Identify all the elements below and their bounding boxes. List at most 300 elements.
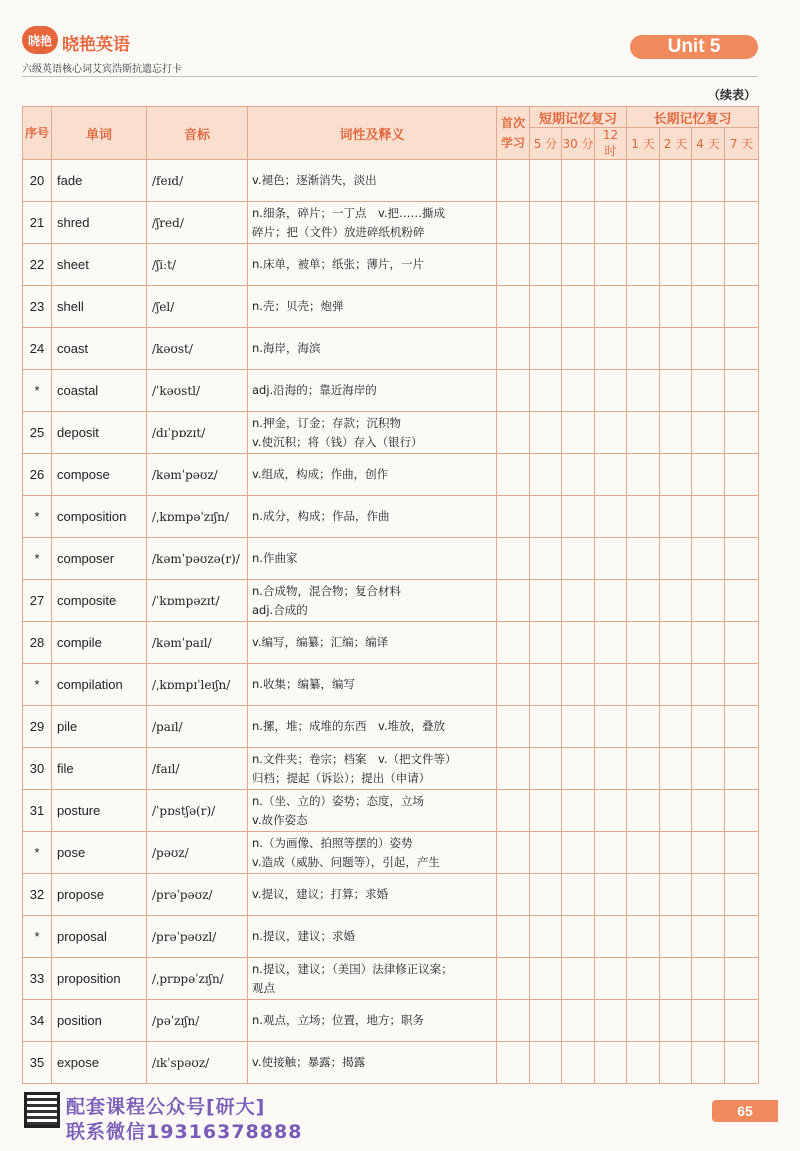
checkin-cell[interactable] [725, 580, 759, 622]
checkin-cell[interactable] [660, 202, 692, 244]
word-cell: posture [52, 790, 147, 832]
table-row [23, 874, 759, 916]
header-no: 序号 [23, 107, 52, 160]
table-row [23, 454, 759, 496]
row-number: 27 [23, 580, 52, 622]
checkin-cell[interactable] [660, 496, 692, 538]
header-long-col: 4 天 [692, 128, 725, 160]
word-cell: compilation [52, 664, 147, 706]
checkin-cell[interactable] [692, 244, 725, 286]
definition-cell [248, 1000, 497, 1042]
definition-line: n.提议，建议；（美国）法律修正议案； [252, 961, 453, 976]
checkin-cell[interactable] [692, 790, 725, 832]
checkin-cell[interactable] [497, 496, 530, 538]
checkin-cell[interactable] [692, 916, 725, 958]
table-row [23, 1042, 759, 1084]
phonetic-cell: /ˌprɒpəˈzɪʃn/ [147, 958, 248, 1000]
definition-cell [248, 454, 497, 496]
phonetic-cell: /ˈkɒmpəzɪt/ [147, 580, 248, 622]
checkin-cell[interactable] [725, 1042, 759, 1084]
checkin-cell[interactable] [530, 706, 562, 748]
word-cell: pile [52, 706, 147, 748]
definition-line: n.收集；编纂，编写 [252, 677, 355, 691]
checkin-cell[interactable] [595, 958, 627, 1000]
phonetic-cell: /prəˈpəʊzl/ [147, 916, 248, 958]
checkin-cell[interactable] [725, 874, 759, 916]
definition-cell [248, 244, 497, 286]
phonetic-cell: /ʃel/ [147, 286, 248, 328]
checkin-cell[interactable] [562, 790, 595, 832]
checkin-cell[interactable] [725, 538, 759, 580]
checkin-cell[interactable] [725, 244, 759, 286]
checkin-cell[interactable] [627, 328, 660, 370]
checkin-cell[interactable] [530, 244, 562, 286]
definition-line: adj.合成的 [252, 602, 308, 617]
checkin-cell[interactable] [497, 832, 530, 874]
checkin-cell[interactable] [562, 832, 595, 874]
definition-line: n.细条，碎片；一丁点 v.把……撕成 [252, 205, 446, 220]
table-row [23, 832, 759, 874]
checkin-cell[interactable] [497, 874, 530, 916]
checkin-cell[interactable] [562, 664, 595, 706]
word-cell: sheet [52, 244, 147, 286]
checkin-cell[interactable] [660, 454, 692, 496]
definition-line: n.成分，构成；作品，作曲 [252, 509, 390, 523]
checkin-cell[interactable] [692, 412, 725, 454]
checkin-cell[interactable] [595, 538, 627, 580]
table-row [23, 580, 759, 622]
row-number: * [23, 370, 52, 412]
checkin-cell[interactable] [692, 1042, 725, 1084]
definition-line: v.编写，编纂；汇编；编译 [252, 635, 389, 649]
checkin-cell[interactable] [627, 958, 660, 1000]
checkin-cell[interactable] [562, 160, 595, 202]
checkin-cell[interactable] [725, 160, 759, 202]
checkin-cell[interactable] [530, 748, 562, 790]
checkin-cell[interactable] [497, 202, 530, 244]
table-row [23, 496, 759, 538]
checkin-cell[interactable] [562, 874, 595, 916]
checkin-cell[interactable] [692, 874, 725, 916]
checkin-cell[interactable] [692, 706, 725, 748]
checkin-cell[interactable] [660, 1042, 692, 1084]
checkin-cell[interactable] [530, 832, 562, 874]
checkin-cell[interactable] [692, 538, 725, 580]
row-number: 20 [23, 160, 52, 202]
checkin-cell[interactable] [725, 1000, 759, 1042]
checkin-cell[interactable] [595, 580, 627, 622]
table-row [23, 790, 759, 832]
checkin-cell[interactable] [530, 202, 562, 244]
unit-badge: Unit 5 [630, 35, 758, 59]
definition-cell [248, 706, 497, 748]
checkin-cell[interactable] [530, 916, 562, 958]
definition-line: adj.沿海的；靠近海岸的 [252, 383, 377, 397]
table-row [23, 622, 759, 664]
definition-cell [248, 874, 497, 916]
checkin-cell[interactable] [497, 790, 530, 832]
checkin-cell[interactable] [660, 790, 692, 832]
checkin-cell[interactable] [660, 244, 692, 286]
checkin-cell[interactable] [692, 454, 725, 496]
checkin-cell[interactable] [595, 748, 627, 790]
word-cell: shell [52, 286, 147, 328]
checkin-cell[interactable] [660, 874, 692, 916]
brand-name: 晓艳英语 [62, 35, 130, 55]
definition-line: v.组成，构成；作曲，创作 [252, 467, 389, 481]
header-divider [22, 76, 758, 77]
checkin-cell[interactable] [497, 538, 530, 580]
table-row [23, 328, 759, 370]
checkin-cell[interactable] [627, 244, 660, 286]
checkin-cell[interactable] [530, 580, 562, 622]
table-row [23, 958, 759, 1000]
checkin-cell[interactable] [692, 202, 725, 244]
definition-cell [248, 958, 497, 1000]
phonetic-cell: /prəˈpəʊz/ [147, 874, 248, 916]
definition-cell [248, 286, 497, 328]
footer-contact-line: 联系微信19316378888 [66, 1121, 303, 1143]
header-long-col: 7 天 [725, 128, 759, 160]
checkin-cell[interactable] [725, 370, 759, 412]
checkin-cell[interactable] [497, 160, 530, 202]
definition-line: n.床单，被单；纸张；薄片，一片 [252, 257, 424, 271]
checkin-cell[interactable] [627, 496, 660, 538]
checkin-cell[interactable] [725, 286, 759, 328]
checkin-cell[interactable] [595, 370, 627, 412]
checkin-cell[interactable] [497, 706, 530, 748]
checkin-cell[interactable] [627, 370, 660, 412]
definition-cell [248, 328, 497, 370]
checkin-cell[interactable] [595, 160, 627, 202]
checkin-cell[interactable] [692, 832, 725, 874]
checkin-cell[interactable] [562, 496, 595, 538]
definition-line: n.海岸，海滨 [252, 341, 321, 355]
checkin-cell[interactable] [530, 454, 562, 496]
continued-label: （续表） [708, 88, 757, 102]
checkin-cell[interactable] [725, 412, 759, 454]
phonetic-cell: /kəmˈpəʊzə(r)/ [147, 538, 248, 580]
checkin-cell[interactable] [692, 580, 725, 622]
definition-line: 观点 [252, 980, 275, 995]
checkin-cell[interactable] [497, 622, 530, 664]
checkin-cell[interactable] [692, 370, 725, 412]
brand-logo: 晓艳 [22, 26, 58, 54]
checkin-cell[interactable] [530, 496, 562, 538]
word-cell: coast [52, 328, 147, 370]
checkin-cell[interactable] [725, 748, 759, 790]
phonetic-cell: /ɪkˈspəʊz/ [147, 1042, 248, 1084]
checkin-cell[interactable] [562, 454, 595, 496]
checkin-cell[interactable] [497, 286, 530, 328]
definition-line: 归档；提起（诉讼）；提出（申请） [252, 770, 431, 785]
definition-line: n.壳；贝壳；炮弹 [252, 299, 344, 313]
checkin-cell[interactable] [595, 202, 627, 244]
checkin-cell[interactable] [627, 622, 660, 664]
checkin-cell[interactable] [660, 664, 692, 706]
checkin-cell[interactable] [595, 916, 627, 958]
checkin-cell[interactable] [692, 622, 725, 664]
footer-promo-line: 配套课程公众号[研大] [66, 1096, 266, 1118]
checkin-cell[interactable] [660, 286, 692, 328]
checkin-cell[interactable] [627, 874, 660, 916]
definition-cell [248, 748, 497, 790]
checkin-cell[interactable] [497, 580, 530, 622]
header-word: 单词 [52, 107, 147, 160]
book-subtitle: 六级英语核心词艾宾浩斯抗遗忘打卡 [22, 64, 182, 75]
checkin-cell[interactable] [595, 244, 627, 286]
checkin-cell[interactable] [562, 1042, 595, 1084]
checkin-cell[interactable] [595, 832, 627, 874]
table-row [23, 286, 759, 328]
checkin-cell[interactable] [627, 1042, 660, 1084]
definition-cell [248, 202, 497, 244]
header-long-col: 2 天 [660, 128, 692, 160]
checkin-cell[interactable] [530, 790, 562, 832]
checkin-cell[interactable] [627, 1000, 660, 1042]
checkin-cell[interactable] [627, 790, 660, 832]
phonetic-cell: /ˌkɒmpɪˈleɪʃn/ [147, 664, 248, 706]
row-number: 30 [23, 748, 52, 790]
page-number: 65 [712, 1100, 778, 1122]
checkin-cell[interactable] [725, 664, 759, 706]
definition-line: v.褪色；逐渐消失，淡出 [252, 173, 377, 187]
checkin-cell[interactable] [562, 244, 595, 286]
phonetic-cell: /ˈkəʊstl/ [147, 370, 248, 412]
checkin-cell[interactable] [562, 538, 595, 580]
word-cell: position [52, 1000, 147, 1042]
checkin-cell[interactable] [660, 328, 692, 370]
checkin-cell[interactable] [692, 328, 725, 370]
word-cell: propose [52, 874, 147, 916]
phonetic-cell: /dɪˈpɒzɪt/ [147, 412, 248, 454]
checkin-cell[interactable] [627, 706, 660, 748]
row-number: * [23, 496, 52, 538]
checkin-cell[interactable] [627, 832, 660, 874]
checkin-cell[interactable] [595, 412, 627, 454]
checkin-cell[interactable] [660, 832, 692, 874]
row-number: 31 [23, 790, 52, 832]
checkin-cell[interactable] [530, 958, 562, 1000]
definition-cell [248, 538, 497, 580]
checkin-cell[interactable] [692, 664, 725, 706]
checkin-cell[interactable] [660, 370, 692, 412]
checkin-cell[interactable] [595, 454, 627, 496]
definition-cell [248, 916, 497, 958]
header-long-col: 1 天 [627, 128, 660, 160]
checkin-cell[interactable] [530, 412, 562, 454]
phonetic-cell: /kəʊst/ [147, 328, 248, 370]
checkin-cell[interactable] [497, 244, 530, 286]
checkin-cell[interactable] [595, 706, 627, 748]
checkin-cell[interactable] [660, 622, 692, 664]
checkin-cell[interactable] [530, 328, 562, 370]
checkin-cell[interactable] [530, 664, 562, 706]
checkin-cell[interactable] [627, 202, 660, 244]
checkin-cell[interactable] [595, 1000, 627, 1042]
checkin-cell[interactable] [497, 328, 530, 370]
checkin-cell[interactable] [530, 622, 562, 664]
checkin-cell[interactable] [497, 748, 530, 790]
checkin-cell[interactable] [627, 412, 660, 454]
header-short-col: 12 时 [595, 128, 627, 160]
row-number: * [23, 664, 52, 706]
checkin-cell[interactable] [725, 916, 759, 958]
checkin-cell[interactable] [725, 454, 759, 496]
table-row [23, 916, 759, 958]
checkin-cell[interactable] [692, 160, 725, 202]
checkin-cell[interactable] [627, 538, 660, 580]
checkin-cell[interactable] [660, 160, 692, 202]
checkin-cell[interactable] [562, 622, 595, 664]
definition-line: v.故作姿态 [252, 812, 308, 827]
word-cell: deposit [52, 412, 147, 454]
checkin-cell[interactable] [725, 958, 759, 1000]
row-number: 33 [23, 958, 52, 1000]
checkin-cell[interactable] [692, 748, 725, 790]
checkin-cell[interactable] [562, 580, 595, 622]
definition-line: n.（坐、立的）姿势；态度，立场 [252, 793, 424, 808]
phonetic-cell: /paɪl/ [147, 706, 248, 748]
checkin-cell[interactable] [595, 286, 627, 328]
word-cell: expose [52, 1042, 147, 1084]
definition-cell [248, 832, 497, 874]
checkin-cell[interactable] [562, 286, 595, 328]
definition-line: n.提议，建议；求婚 [252, 929, 355, 943]
definition-cell [248, 622, 497, 664]
checkin-cell[interactable] [595, 874, 627, 916]
definition-cell [248, 790, 497, 832]
checkin-cell[interactable] [660, 706, 692, 748]
row-number: 25 [23, 412, 52, 454]
phonetic-cell: /kəmˈpaɪl/ [147, 622, 248, 664]
checkin-cell[interactable] [595, 328, 627, 370]
checkin-cell[interactable] [562, 706, 595, 748]
checkin-cell[interactable] [595, 1042, 627, 1084]
checkin-cell[interactable] [627, 160, 660, 202]
definition-line: n.（为画像、拍照等摆的）姿势 [252, 835, 413, 850]
table-row [23, 1000, 759, 1042]
phonetic-cell: /ˌkɒmpəˈzɪʃn/ [147, 496, 248, 538]
checkin-cell[interactable] [497, 916, 530, 958]
table-row [23, 160, 759, 202]
word-cell: proposal [52, 916, 147, 958]
checkin-cell[interactable] [627, 916, 660, 958]
checkin-cell[interactable] [660, 748, 692, 790]
checkin-cell[interactable] [627, 286, 660, 328]
row-number: 24 [23, 328, 52, 370]
phonetic-cell: /ʃiːt/ [147, 244, 248, 286]
checkin-cell[interactable] [530, 286, 562, 328]
table-row [23, 748, 759, 790]
checkin-cell[interactable] [660, 538, 692, 580]
checkin-cell[interactable] [530, 1042, 562, 1084]
checkin-cell[interactable] [627, 580, 660, 622]
checkin-cell[interactable] [497, 370, 530, 412]
checkin-cell[interactable] [562, 412, 595, 454]
word-cell: proposition [52, 958, 147, 1000]
word-cell: shred [52, 202, 147, 244]
checkin-cell[interactable] [530, 160, 562, 202]
checkin-cell[interactable] [660, 958, 692, 1000]
checkin-cell[interactable] [595, 496, 627, 538]
checkin-cell[interactable] [595, 790, 627, 832]
definition-cell [248, 664, 497, 706]
checkin-cell[interactable] [627, 454, 660, 496]
checkin-cell[interactable] [627, 664, 660, 706]
checkin-cell[interactable] [497, 664, 530, 706]
definition-line: n.观点，立场；位置，地方；职务 [252, 1013, 424, 1027]
row-number: 26 [23, 454, 52, 496]
header-definition: 词性及释义 [248, 107, 497, 160]
row-number: 21 [23, 202, 52, 244]
checkin-cell[interactable] [627, 748, 660, 790]
checkin-cell[interactable] [660, 1000, 692, 1042]
checkin-cell[interactable] [497, 958, 530, 1000]
header-short-term: 短期记忆复习 [530, 107, 627, 128]
checkin-cell[interactable] [725, 706, 759, 748]
checkin-cell[interactable] [497, 454, 530, 496]
row-number: 32 [23, 874, 52, 916]
checkin-cell[interactable] [725, 496, 759, 538]
definition-line: v.使沉积；将（钱）存入（银行） [252, 434, 423, 449]
checkin-cell[interactable] [530, 370, 562, 412]
vocabulary-table [22, 106, 759, 1084]
definition-line: v.造成（威胁、问题等），引起，产生 [252, 854, 440, 869]
definition-line: n.押金，订金；存款；沉积物 [252, 415, 401, 430]
checkin-cell[interactable] [725, 202, 759, 244]
phonetic-cell: /faɪl/ [147, 748, 248, 790]
checkin-cell[interactable] [692, 958, 725, 1000]
checkin-cell[interactable] [692, 286, 725, 328]
definition-cell [248, 1042, 497, 1084]
checkin-cell[interactable] [562, 1000, 595, 1042]
checkin-cell[interactable] [725, 832, 759, 874]
checkin-cell[interactable] [562, 748, 595, 790]
checkin-cell[interactable] [562, 370, 595, 412]
checkin-cell[interactable] [692, 496, 725, 538]
header-phonetic: 音标 [147, 107, 248, 160]
row-number: 34 [23, 1000, 52, 1042]
checkin-cell[interactable] [725, 328, 759, 370]
checkin-cell[interactable] [497, 1000, 530, 1042]
checkin-cell[interactable] [725, 790, 759, 832]
checkin-cell[interactable] [562, 916, 595, 958]
definition-cell [248, 580, 497, 622]
checkin-cell[interactable] [530, 1000, 562, 1042]
row-number: 29 [23, 706, 52, 748]
checkin-cell[interactable] [595, 622, 627, 664]
checkin-cell[interactable] [562, 328, 595, 370]
checkin-cell[interactable] [660, 916, 692, 958]
checkin-cell[interactable] [660, 580, 692, 622]
checkin-cell[interactable] [530, 538, 562, 580]
checkin-cell[interactable] [725, 622, 759, 664]
checkin-cell[interactable] [562, 202, 595, 244]
header-first-study: 首次学习 [497, 107, 530, 160]
checkin-cell[interactable] [660, 412, 692, 454]
definition-line: v.提议，建议；打算；求婚 [252, 887, 389, 901]
word-cell: compose [52, 454, 147, 496]
checkin-cell[interactable] [595, 664, 627, 706]
checkin-cell[interactable] [497, 1042, 530, 1084]
row-number: * [23, 832, 52, 874]
checkin-cell[interactable] [497, 412, 530, 454]
checkin-cell[interactable] [530, 874, 562, 916]
word-cell: composite [52, 580, 147, 622]
checkin-cell[interactable] [562, 958, 595, 1000]
checkin-cell[interactable] [692, 1000, 725, 1042]
